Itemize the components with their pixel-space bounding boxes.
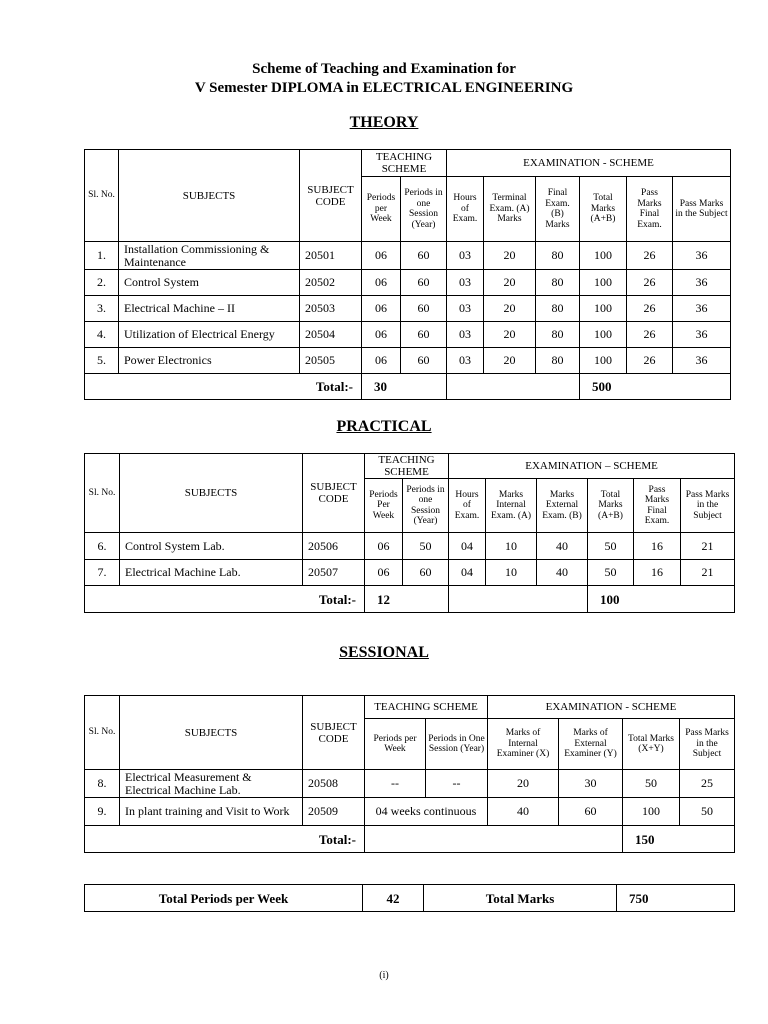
document-title-line2: V Semester DIPLOMA in ELECTRICAL ENGINEERING	[194, 80, 574, 96]
sessional-table	[84, 695, 735, 853]
total-marks: 100	[588, 586, 735, 613]
external-cell: 40	[537, 533, 588, 560]
subject-cell: Power Electronics	[119, 348, 300, 374]
periods-week-cell: 06	[365, 560, 403, 586]
sessional-header-pass-subject: Pass Marks in the Subject	[680, 719, 735, 770]
theory-section-title: THEORY	[349, 114, 419, 131]
sessional-header-internal: Marks of Internal Examiner (X)	[488, 719, 559, 770]
theory-header-periods-week: Periods per Week	[362, 177, 401, 242]
sessional-header-teaching: TEACHING SCHEME	[365, 696, 488, 719]
theory-header-code: SUBJECT CODE	[300, 150, 362, 242]
sessional-header-exam: EXAMINATION - SCHEME	[488, 696, 735, 719]
sessional-header-code: SUBJECT CODE	[303, 696, 365, 770]
hours-cell: 04	[449, 560, 486, 586]
sl-cell: 9.	[85, 798, 120, 826]
table-row	[85, 560, 735, 586]
total-row	[85, 826, 735, 853]
table-row	[85, 242, 731, 270]
final-cell: 80	[536, 242, 580, 270]
table-row	[85, 770, 735, 798]
theory-header-teaching: TEACHING SCHEME	[362, 150, 447, 177]
practical-header-pass-subject: Pass Marks in the Subject	[681, 479, 735, 533]
table-row	[85, 348, 731, 374]
theory-header-periods-session: Periods in one Session (Year)	[401, 177, 447, 242]
subject-cell: Utilization of Electrical Energy	[119, 322, 300, 348]
subject-cell: Electrical Measurement & Electrical Machine Lab.	[120, 770, 303, 798]
final-cell: 80	[536, 270, 580, 296]
practical-header-subjects: SUBJECTS	[120, 454, 303, 533]
table-row	[85, 322, 731, 348]
hours-cell: 04	[449, 533, 486, 560]
periods-week-cell: --	[365, 770, 426, 798]
periods-session-cell: --	[426, 770, 488, 798]
sl-cell: 6.	[85, 533, 120, 560]
subject-cell: In plant training and Visit to Work	[120, 798, 303, 826]
sl-cell: 7.	[85, 560, 120, 586]
final-cell: 80	[536, 322, 580, 348]
total-label: Total:-	[85, 826, 365, 853]
external-cell: 30	[559, 770, 623, 798]
theory-table	[84, 149, 731, 400]
final-cell: 80	[536, 348, 580, 374]
total-cell: 100	[580, 242, 627, 270]
terminal-cell: 20	[484, 270, 536, 296]
practical-header-code: SUBJECT CODE	[303, 454, 365, 533]
pass-final-cell: 26	[627, 322, 673, 348]
total-row	[85, 586, 735, 613]
theory-header-exam: EXAMINATION - SCHEME	[447, 150, 731, 177]
total-label: Total:-	[85, 374, 362, 400]
sessional-header-subjects: SUBJECTS	[120, 696, 303, 770]
pass-final-cell: 26	[627, 296, 673, 322]
sl-cell: 8.	[85, 770, 120, 798]
periods-session-cell: 60	[401, 242, 447, 270]
sessional-header-periods-session: Periods in One Session (Year)	[426, 719, 488, 770]
document-title-line1: Scheme of Teaching and Examination for	[252, 61, 516, 77]
pass-final-cell: 16	[634, 533, 681, 560]
practical-header-hours: Hours of Exam.	[449, 479, 486, 533]
total-cell: 100	[580, 322, 627, 348]
practical-table	[84, 453, 735, 613]
terminal-cell: 20	[484, 296, 536, 322]
table-row	[85, 533, 735, 560]
subject-cell: Electrical Machine – II	[119, 296, 300, 322]
terminal-cell: 20	[484, 348, 536, 374]
total-cell: 50	[588, 560, 634, 586]
external-cell: 60	[559, 798, 623, 826]
practical-section-title: PRACTICAL	[336, 418, 432, 435]
code-cell: 20506	[303, 533, 365, 560]
theory-header-subjects: SUBJECTS	[119, 150, 300, 242]
hours-cell: 03	[447, 348, 484, 374]
total-label: Total:-	[85, 586, 365, 613]
total-cell: 100	[623, 798, 680, 826]
sl-cell: 4.	[85, 322, 119, 348]
practical-header-external: Marks External Exam. (B)	[537, 479, 588, 533]
pass-final-cell: 26	[627, 242, 673, 270]
teaching-merged-cell: 04 weeks continuous	[365, 798, 488, 826]
page-number: (i)	[379, 970, 389, 981]
summary-marks-value: 750	[617, 885, 735, 912]
practical-header-periods-session: Periods in one Session (Year)	[403, 479, 449, 533]
total-cell: 100	[580, 296, 627, 322]
summary-periods-label: Total Periods per Week	[85, 885, 363, 912]
total-marks: 500	[580, 374, 731, 400]
sessional-header-sl: Sl. No.	[85, 696, 120, 770]
total-cell: 100	[580, 270, 627, 296]
total-cell: 50	[623, 770, 680, 798]
pass-subject-cell: 25	[680, 770, 735, 798]
summary-marks-label: Total Marks	[424, 885, 617, 912]
theory-header-pass-final: Pass Marks Final Exam.	[627, 177, 673, 242]
practical-header-periods-week: Periods Per Week	[365, 479, 403, 533]
code-cell: 20508	[303, 770, 365, 798]
practical-header-teaching: TEACHING SCHEME	[365, 454, 449, 479]
final-cell: 80	[536, 296, 580, 322]
theory-header-pass-subject: Pass Marks in the Subject	[673, 177, 731, 242]
code-cell: 20502	[300, 270, 362, 296]
pass-final-cell: 26	[627, 270, 673, 296]
pass-subject-cell: 36	[673, 296, 731, 322]
periods-session-cell: 60	[403, 560, 449, 586]
sl-cell: 1.	[85, 242, 119, 270]
table-row	[85, 798, 735, 826]
theory-header-sl: Sl. No.	[85, 150, 119, 242]
terminal-cell: 20	[484, 242, 536, 270]
periods-week-cell: 06	[362, 270, 401, 296]
code-cell: 20501	[300, 242, 362, 270]
total-periods: 30	[362, 374, 447, 400]
hours-cell: 03	[447, 322, 484, 348]
internal-cell: 10	[486, 560, 537, 586]
pass-subject-cell: 21	[681, 560, 735, 586]
periods-week-cell: 06	[365, 533, 403, 560]
sessional-header-external: Marks of External Examiner (Y)	[559, 719, 623, 770]
periods-week-cell: 06	[362, 322, 401, 348]
pass-subject-cell: 36	[673, 322, 731, 348]
code-cell: 20505	[300, 348, 362, 374]
internal-cell: 20	[488, 770, 559, 798]
sl-cell: 3.	[85, 296, 119, 322]
terminal-cell: 20	[484, 322, 536, 348]
summary-table	[84, 884, 735, 912]
theory-header-terminal: Terminal Exam. (A) Marks	[484, 177, 536, 242]
subject-cell: Installation Commissioning & Maintenance	[119, 242, 300, 270]
practical-header-internal: Marks Internal Exam. (A)	[486, 479, 537, 533]
pass-subject-cell: 50	[680, 798, 735, 826]
internal-cell: 40	[488, 798, 559, 826]
total-row	[85, 374, 731, 400]
theory-header-final: Final Exam. (B) Marks	[536, 177, 580, 242]
pass-subject-cell: 36	[673, 242, 731, 270]
summary-periods-value: 42	[363, 885, 424, 912]
subject-cell: Control System	[119, 270, 300, 296]
practical-header-sl: Sl. No.	[85, 454, 120, 533]
pass-subject-cell: 36	[673, 270, 731, 296]
sl-cell: 2.	[85, 270, 119, 296]
total-blank	[449, 586, 588, 613]
hours-cell: 03	[447, 296, 484, 322]
sessional-section-title: SESSIONAL	[339, 644, 429, 661]
periods-session-cell: 60	[401, 296, 447, 322]
pass-subject-cell: 36	[673, 348, 731, 374]
sessional-header-total-marks: Total Marks (X+Y)	[623, 719, 680, 770]
code-cell: 20509	[303, 798, 365, 826]
sessional-header-periods-week: Periods per Week	[365, 719, 426, 770]
total-cell: 100	[580, 348, 627, 374]
code-cell: 20507	[303, 560, 365, 586]
total-blank	[365, 826, 623, 853]
periods-session-cell: 60	[401, 348, 447, 374]
periods-week-cell: 06	[362, 348, 401, 374]
internal-cell: 10	[486, 533, 537, 560]
table-row	[85, 296, 731, 322]
total-cell: 50	[588, 533, 634, 560]
practical-header-total-marks: Total Marks (A+B)	[588, 479, 634, 533]
hours-cell: 03	[447, 270, 484, 296]
sl-cell: 5.	[85, 348, 119, 374]
pass-final-cell: 26	[627, 348, 673, 374]
total-marks: 150	[623, 826, 735, 853]
table-row	[85, 270, 731, 296]
pass-final-cell: 16	[634, 560, 681, 586]
hours-cell: 03	[447, 242, 484, 270]
practical-header-exam: EXAMINATION – SCHEME	[449, 454, 735, 479]
code-cell: 20504	[300, 322, 362, 348]
periods-session-cell: 50	[403, 533, 449, 560]
external-cell: 40	[537, 560, 588, 586]
practical-header-pass-final: Pass Marks Final Exam.	[634, 479, 681, 533]
periods-session-cell: 60	[401, 270, 447, 296]
pass-subject-cell: 21	[681, 533, 735, 560]
total-periods: 12	[365, 586, 449, 613]
subject-cell: Control System Lab.	[120, 533, 303, 560]
theory-header-total-marks: Total Marks (A+B)	[580, 177, 627, 242]
periods-week-cell: 06	[362, 242, 401, 270]
periods-session-cell: 60	[401, 322, 447, 348]
total-blank	[447, 374, 580, 400]
code-cell: 20503	[300, 296, 362, 322]
theory-header-hours: Hours of Exam.	[447, 177, 484, 242]
periods-week-cell: 06	[362, 296, 401, 322]
subject-cell: Electrical Machine Lab.	[120, 560, 303, 586]
